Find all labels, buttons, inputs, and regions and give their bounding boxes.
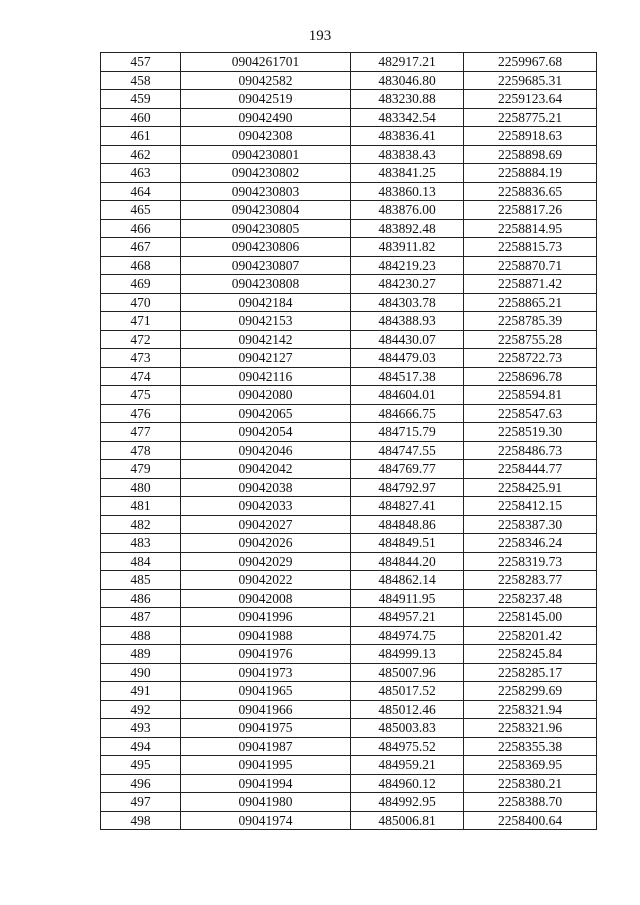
x-coordinate-cell: 484974.75 [351, 626, 464, 645]
row-number-cell: 485 [101, 571, 181, 590]
y-coordinate-cell: 2258486.73 [464, 441, 597, 460]
row-number-cell: 487 [101, 608, 181, 627]
point-id-cell: 0904261701 [181, 53, 351, 72]
y-coordinate-cell: 2258380.21 [464, 774, 597, 793]
y-coordinate-cell: 2258898.69 [464, 145, 597, 164]
point-id-cell: 09042153 [181, 312, 351, 331]
table-row [101, 386, 597, 405]
x-coordinate-cell: 484960.12 [351, 774, 464, 793]
point-id-cell: 09042042 [181, 460, 351, 479]
table-row [101, 182, 597, 201]
table-row [101, 53, 597, 72]
row-number-cell: 497 [101, 793, 181, 812]
x-coordinate-cell: 483342.54 [351, 108, 464, 127]
point-id-cell: 09041973 [181, 663, 351, 682]
row-number-cell: 486 [101, 589, 181, 608]
y-coordinate-cell: 2258817.26 [464, 201, 597, 220]
table-row [101, 663, 597, 682]
table-row [101, 497, 597, 516]
y-coordinate-cell: 2259967.68 [464, 53, 597, 72]
x-coordinate-cell: 485006.81 [351, 811, 464, 830]
point-id-cell: 09041975 [181, 719, 351, 738]
row-number-cell: 461 [101, 127, 181, 146]
table-row [101, 312, 597, 331]
point-id-cell: 09042026 [181, 534, 351, 553]
y-coordinate-cell: 2258201.42 [464, 626, 597, 645]
y-coordinate-cell: 2258400.64 [464, 811, 597, 830]
x-coordinate-cell: 484715.79 [351, 423, 464, 442]
x-coordinate-cell: 484911.95 [351, 589, 464, 608]
x-coordinate-cell: 484827.41 [351, 497, 464, 516]
table-row [101, 219, 597, 238]
x-coordinate-cell: 484792.97 [351, 478, 464, 497]
y-coordinate-cell: 2258871.42 [464, 275, 597, 294]
row-number-cell: 481 [101, 497, 181, 516]
x-coordinate-cell: 484219.23 [351, 256, 464, 275]
y-coordinate-cell: 2258425.91 [464, 478, 597, 497]
table-row [101, 330, 597, 349]
point-id-cell: 09042080 [181, 386, 351, 405]
table-row [101, 108, 597, 127]
table-row [101, 756, 597, 775]
row-number-cell: 463 [101, 164, 181, 183]
row-number-cell: 494 [101, 737, 181, 756]
row-number-cell: 480 [101, 478, 181, 497]
point-id-cell: 09041996 [181, 608, 351, 627]
table-row [101, 460, 597, 479]
y-coordinate-cell: 2259123.64 [464, 90, 597, 109]
x-coordinate-cell: 484479.03 [351, 349, 464, 368]
table-row [101, 700, 597, 719]
y-coordinate-cell: 2258870.71 [464, 256, 597, 275]
x-coordinate-cell: 484862.14 [351, 571, 464, 590]
point-id-cell: 09042046 [181, 441, 351, 460]
x-coordinate-cell: 484430.07 [351, 330, 464, 349]
point-id-cell: 09041966 [181, 700, 351, 719]
x-coordinate-cell: 484844.20 [351, 552, 464, 571]
y-coordinate-cell: 2258346.24 [464, 534, 597, 553]
row-number-cell: 492 [101, 700, 181, 719]
y-coordinate-cell: 2258145.00 [464, 608, 597, 627]
table-row [101, 238, 597, 257]
point-id-cell: 0904230801 [181, 145, 351, 164]
point-id-cell: 0904230803 [181, 182, 351, 201]
y-coordinate-cell: 2258245.84 [464, 645, 597, 664]
row-number-cell: 495 [101, 756, 181, 775]
x-coordinate-cell: 482917.21 [351, 53, 464, 72]
point-id-cell: 09042127 [181, 349, 351, 368]
x-coordinate-cell: 483911.82 [351, 238, 464, 257]
x-coordinate-cell: 483838.43 [351, 145, 464, 164]
point-id-cell: 09042008 [181, 589, 351, 608]
x-coordinate-cell: 484604.01 [351, 386, 464, 405]
row-number-cell: 498 [101, 811, 181, 830]
table-row [101, 626, 597, 645]
y-coordinate-cell: 2258814.95 [464, 219, 597, 238]
x-coordinate-cell: 484769.77 [351, 460, 464, 479]
table-row [101, 737, 597, 756]
y-coordinate-cell: 2258722.73 [464, 349, 597, 368]
row-number-cell: 474 [101, 367, 181, 386]
y-coordinate-cell: 2259685.31 [464, 71, 597, 90]
table-row [101, 145, 597, 164]
x-coordinate-cell: 484388.93 [351, 312, 464, 331]
y-coordinate-cell: 2258285.17 [464, 663, 597, 682]
y-coordinate-cell: 2258865.21 [464, 293, 597, 312]
y-coordinate-cell: 2258283.77 [464, 571, 597, 590]
table-row [101, 127, 597, 146]
row-number-cell: 493 [101, 719, 181, 738]
row-number-cell: 477 [101, 423, 181, 442]
point-id-cell: 0904230807 [181, 256, 351, 275]
y-coordinate-cell: 2258918.63 [464, 127, 597, 146]
x-coordinate-cell: 483230.88 [351, 90, 464, 109]
table-row [101, 367, 597, 386]
y-coordinate-cell: 2258319.73 [464, 552, 597, 571]
point-id-cell: 0904230802 [181, 164, 351, 183]
x-coordinate-cell: 484666.75 [351, 404, 464, 423]
point-id-cell: 09041965 [181, 682, 351, 701]
x-coordinate-cell: 484849.51 [351, 534, 464, 553]
row-number-cell: 465 [101, 201, 181, 220]
point-id-cell: 0904230804 [181, 201, 351, 220]
x-coordinate-cell: 484975.52 [351, 737, 464, 756]
x-coordinate-cell: 484959.21 [351, 756, 464, 775]
y-coordinate-cell: 2258321.94 [464, 700, 597, 719]
table-row [101, 793, 597, 812]
point-id-cell: 09042184 [181, 293, 351, 312]
table-row [101, 478, 597, 497]
point-id-cell: 0904230805 [181, 219, 351, 238]
point-id-cell: 09042308 [181, 127, 351, 146]
x-coordinate-cell: 484517.38 [351, 367, 464, 386]
point-id-cell: 09041988 [181, 626, 351, 645]
point-id-cell: 09041995 [181, 756, 351, 775]
row-number-cell: 466 [101, 219, 181, 238]
row-number-cell: 470 [101, 293, 181, 312]
row-number-cell: 489 [101, 645, 181, 664]
point-id-cell: 09042029 [181, 552, 351, 571]
y-coordinate-cell: 2258836.65 [464, 182, 597, 201]
y-coordinate-cell: 2258387.30 [464, 515, 597, 534]
x-coordinate-cell: 483841.25 [351, 164, 464, 183]
x-coordinate-cell: 484999.13 [351, 645, 464, 664]
row-number-cell: 464 [101, 182, 181, 201]
point-id-cell: 09042022 [181, 571, 351, 590]
coordinate-table-body [101, 53, 597, 830]
table-row [101, 349, 597, 368]
y-coordinate-cell: 2258388.70 [464, 793, 597, 812]
y-coordinate-cell: 2258547.63 [464, 404, 597, 423]
x-coordinate-cell: 483046.80 [351, 71, 464, 90]
table-row [101, 256, 597, 275]
page-number: 193 [308, 28, 332, 44]
point-id-cell: 0904230806 [181, 238, 351, 257]
y-coordinate-cell: 2258519.30 [464, 423, 597, 442]
table-row [101, 423, 597, 442]
x-coordinate-cell: 483892.48 [351, 219, 464, 238]
table-row [101, 275, 597, 294]
table-row [101, 682, 597, 701]
y-coordinate-cell: 2258237.48 [464, 589, 597, 608]
x-coordinate-cell: 484992.95 [351, 793, 464, 812]
point-id-cell: 09042033 [181, 497, 351, 516]
y-coordinate-cell: 2258299.69 [464, 682, 597, 701]
table-row [101, 90, 597, 109]
row-number-cell: 491 [101, 682, 181, 701]
point-id-cell: 09042038 [181, 478, 351, 497]
y-coordinate-cell: 2258594.81 [464, 386, 597, 405]
point-id-cell: 09041976 [181, 645, 351, 664]
row-number-cell: 488 [101, 626, 181, 645]
point-id-cell: 09041994 [181, 774, 351, 793]
y-coordinate-cell: 2258412.15 [464, 497, 597, 516]
table-row [101, 645, 597, 664]
row-number-cell: 476 [101, 404, 181, 423]
point-id-cell: 09042582 [181, 71, 351, 90]
y-coordinate-cell: 2258785.39 [464, 312, 597, 331]
table-row [101, 515, 597, 534]
row-number-cell: 478 [101, 441, 181, 460]
row-number-cell: 469 [101, 275, 181, 294]
point-id-cell: 09042116 [181, 367, 351, 386]
table-row [101, 441, 597, 460]
y-coordinate-cell: 2258444.77 [464, 460, 597, 479]
row-number-cell: 457 [101, 53, 181, 72]
row-number-cell: 459 [101, 90, 181, 109]
table-row [101, 404, 597, 423]
x-coordinate-cell: 484230.27 [351, 275, 464, 294]
point-id-cell: 09042065 [181, 404, 351, 423]
x-coordinate-cell: 484957.21 [351, 608, 464, 627]
y-coordinate-cell: 2258815.73 [464, 238, 597, 257]
table-row [101, 293, 597, 312]
row-number-cell: 467 [101, 238, 181, 257]
x-coordinate-cell: 483836.41 [351, 127, 464, 146]
row-number-cell: 472 [101, 330, 181, 349]
y-coordinate-cell: 2258321.96 [464, 719, 597, 738]
row-number-cell: 473 [101, 349, 181, 368]
point-id-cell: 09041980 [181, 793, 351, 812]
table-row [101, 719, 597, 738]
table-row [101, 811, 597, 830]
table-row [101, 774, 597, 793]
y-coordinate-cell: 2258696.78 [464, 367, 597, 386]
row-number-cell: 458 [101, 71, 181, 90]
x-coordinate-cell: 483860.13 [351, 182, 464, 201]
point-id-cell: 0904230808 [181, 275, 351, 294]
coordinate-table [100, 52, 597, 830]
point-id-cell: 09041974 [181, 811, 351, 830]
x-coordinate-cell: 485007.96 [351, 663, 464, 682]
row-number-cell: 471 [101, 312, 181, 331]
row-number-cell: 483 [101, 534, 181, 553]
table-row [101, 571, 597, 590]
x-coordinate-cell: 484747.55 [351, 441, 464, 460]
row-number-cell: 475 [101, 386, 181, 405]
x-coordinate-cell: 484303.78 [351, 293, 464, 312]
x-coordinate-cell: 483876.00 [351, 201, 464, 220]
y-coordinate-cell: 2258755.28 [464, 330, 597, 349]
point-id-cell: 09042519 [181, 90, 351, 109]
point-id-cell: 09042490 [181, 108, 351, 127]
x-coordinate-cell: 485012.46 [351, 700, 464, 719]
x-coordinate-cell: 485017.52 [351, 682, 464, 701]
row-number-cell: 462 [101, 145, 181, 164]
table-row [101, 552, 597, 571]
row-number-cell: 460 [101, 108, 181, 127]
table-row [101, 164, 597, 183]
point-id-cell: 09042027 [181, 515, 351, 534]
row-number-cell: 468 [101, 256, 181, 275]
x-coordinate-cell: 485003.83 [351, 719, 464, 738]
y-coordinate-cell: 2258884.19 [464, 164, 597, 183]
row-number-cell: 490 [101, 663, 181, 682]
y-coordinate-cell: 2258775.21 [464, 108, 597, 127]
row-number-cell: 496 [101, 774, 181, 793]
row-number-cell: 482 [101, 515, 181, 534]
point-id-cell: 09042054 [181, 423, 351, 442]
table-row [101, 589, 597, 608]
table-row [101, 534, 597, 553]
y-coordinate-cell: 2258369.95 [464, 756, 597, 775]
table-row [101, 201, 597, 220]
table-row [101, 608, 597, 627]
row-number-cell: 484 [101, 552, 181, 571]
y-coordinate-cell: 2258355.38 [464, 737, 597, 756]
x-coordinate-cell: 484848.86 [351, 515, 464, 534]
point-id-cell: 09041987 [181, 737, 351, 756]
table-row [101, 71, 597, 90]
point-id-cell: 09042142 [181, 330, 351, 349]
row-number-cell: 479 [101, 460, 181, 479]
